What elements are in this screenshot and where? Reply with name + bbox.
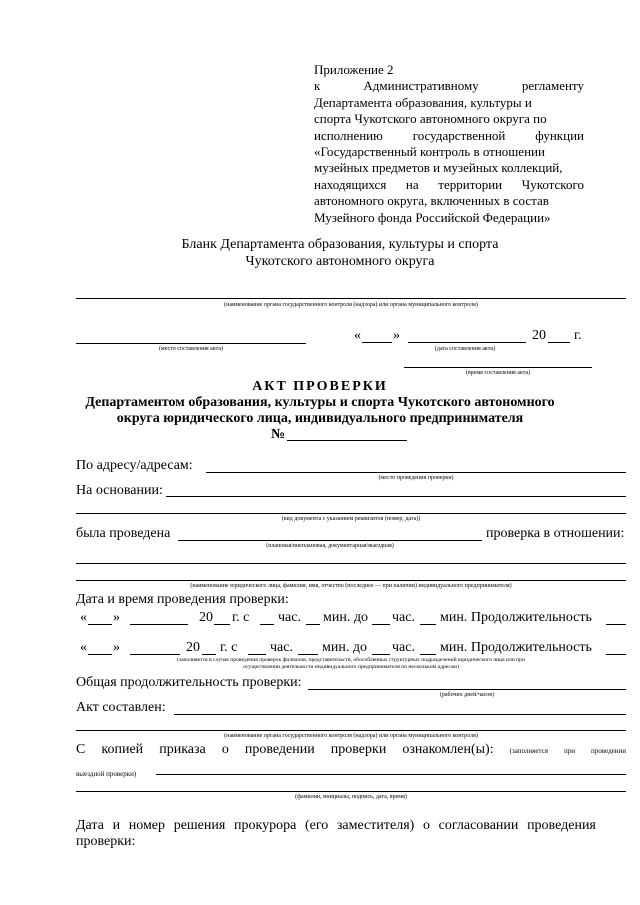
type-caption: (плановая/внеплановая, документарная/выездная): [266, 543, 394, 549]
month-field[interactable]: [130, 654, 180, 655]
prosecutor-line: Дата и номер решения прокурора (его заместителя) о согласовании проведения: [76, 818, 596, 833]
end-hour-field[interactable]: [372, 624, 390, 625]
conducted-suffix: проверка в отношении:: [486, 526, 625, 541]
prosecutor-label: проверки:: [76, 834, 136, 849]
copy-order-field-continued[interactable]: [76, 791, 626, 792]
basis-field[interactable]: [166, 496, 626, 497]
act-subtitle-line: Департаментом образования, культуры и спорта Чукотского автономного: [85, 395, 555, 410]
basis-caption: (вид документа с указанием реквизитов (номер, дата)): [281, 516, 421, 522]
compiled-label: Акт составлен:: [76, 700, 166, 715]
date-close-quote: »: [393, 328, 400, 343]
year-field[interactable]: [214, 624, 230, 625]
from-label: г. с: [232, 610, 250, 625]
act-title: АКТ ПРОВЕРКИ: [252, 379, 388, 394]
end-hour-field[interactable]: [372, 654, 390, 655]
total-duration-caption: (рабочих дней/часов): [439, 692, 495, 698]
total-duration-field[interactable]: [308, 689, 626, 690]
month-field[interactable]: [130, 624, 188, 625]
number-sign: №: [271, 427, 286, 442]
letterhead: [140, 236, 540, 270]
address-label: По адресу/адресам:: [76, 458, 193, 473]
subject-field-continued[interactable]: [76, 580, 626, 581]
day-field[interactable]: [88, 624, 112, 625]
organ-caption: (наименование органа государственного контроля (надзора) или органа муниципального контроля): [224, 302, 478, 308]
check-type-field[interactable]: [178, 540, 482, 541]
date-day-field[interactable]: [362, 342, 392, 343]
annex-line: Приложение 2: [314, 62, 394, 77]
year-suffix: г.: [574, 328, 582, 343]
year-field[interactable]: [202, 654, 216, 655]
date-year-field[interactable]: [548, 342, 570, 343]
copy-order-line: С копией приказа о проведении проверки ознакомлен(ы): (заполняется при проведении: [76, 742, 626, 757]
act-subtitle-line: округа юридического лица, индивидуального предпринимателя: [116, 411, 524, 426]
copy-caption: (фамилии, инициалы, подпись, дата, время): [295, 794, 407, 800]
hour2-label: час.: [392, 640, 415, 655]
annex-line: музейных предметов и музейных коллекций,: [314, 160, 563, 176]
branch-caption: (заполняется в случае проведения проверок филиалов, представительств, обособленных структурных подразделений юридического лица или при: [177, 657, 525, 663]
date-open-quote: «: [354, 328, 361, 343]
day-field[interactable]: [88, 654, 112, 655]
row-close-quote: »: [113, 640, 120, 655]
hour-label: час.: [278, 610, 301, 625]
hour2-label: час.: [392, 610, 415, 625]
start-min-field[interactable]: [306, 624, 320, 625]
time-field[interactable]: [404, 367, 592, 368]
min-to-label: мин. до: [322, 640, 367, 655]
duration-field[interactable]: [606, 654, 626, 655]
row-open-quote: «: [80, 610, 87, 625]
annex-block: [314, 62, 584, 226]
end-min-field[interactable]: [420, 654, 436, 655]
annex-line: спорта Чукотского автономного округа по: [314, 111, 547, 127]
basis-field-continued[interactable]: [76, 513, 626, 514]
compiled-field[interactable]: [174, 714, 626, 715]
year-prefix: 20: [532, 328, 546, 343]
basis-label: На основании:: [76, 483, 163, 498]
annex-line: автономного округа, включенных в состав: [314, 193, 549, 209]
letterhead-line: Бланк Департамента образования, культуры и спорта: [181, 237, 499, 252]
place-caption: (место составления акта): [158, 346, 224, 352]
row-open-quote: «: [80, 640, 87, 655]
hour-label: час.: [270, 640, 293, 655]
conducted-label: была проведена: [76, 526, 171, 541]
compiled-field-continued[interactable]: [76, 730, 626, 731]
organ-field[interactable]: [76, 298, 626, 299]
annex-line: находящихся на территории Чукотского: [314, 176, 584, 192]
date-month-field[interactable]: [408, 342, 526, 343]
from-label: г. с: [220, 640, 238, 655]
address-field[interactable]: [206, 472, 626, 473]
year-label: 20: [199, 610, 213, 625]
datetime-label: Дата и время проведения проверки:: [76, 592, 289, 607]
date-caption: (дата составления акта): [434, 346, 496, 352]
copy-note: выездной проверки): [76, 770, 137, 778]
annex-line: исполнению государственной функции: [314, 127, 584, 143]
start-hour-field[interactable]: [260, 624, 274, 625]
letterhead-line: Чукотского автономного округа: [245, 254, 435, 269]
annex-line: «Государственный контроль в отношении: [314, 144, 545, 160]
act-number-field[interactable]: [287, 440, 407, 441]
compiled-caption: (наименование органа государственного контроля (надзора) или органа муниципального контроля): [224, 733, 478, 739]
start-min-field[interactable]: [298, 654, 318, 655]
time-caption: (время составления акта): [465, 370, 531, 376]
place-field[interactable]: [76, 343, 306, 344]
subject-caption: (наименование юридического лица, фамилия, имя, отчество (последнее — при наличии) индивидуального предпринимателя): [190, 583, 512, 589]
subject-field[interactable]: [76, 563, 626, 564]
duration-label: мин. Продолжительность: [440, 640, 592, 655]
duration-field[interactable]: [606, 624, 626, 625]
total-duration-label: Общая продолжительность проверки:: [76, 675, 302, 690]
start-hour-field[interactable]: [248, 654, 266, 655]
year-label: 20: [186, 640, 200, 655]
end-min-field[interactable]: [420, 624, 436, 625]
annex-line: к Административному регламенту: [314, 78, 584, 94]
annex-line: Департамента образования, культуры и: [314, 94, 532, 110]
address-caption: (место проведения проверки): [378, 475, 454, 481]
annex-line: Музейного фонда Российской Федерации»: [314, 209, 551, 225]
copy-order-field[interactable]: [156, 774, 626, 775]
min-to-label: мин. до: [323, 610, 368, 625]
duration-label: мин. Продолжительность: [440, 610, 592, 625]
row-close-quote: »: [113, 610, 120, 625]
branch-caption: осуществлении деятельности индивидуального предпринимателя по нескольким адресам): [243, 664, 459, 670]
